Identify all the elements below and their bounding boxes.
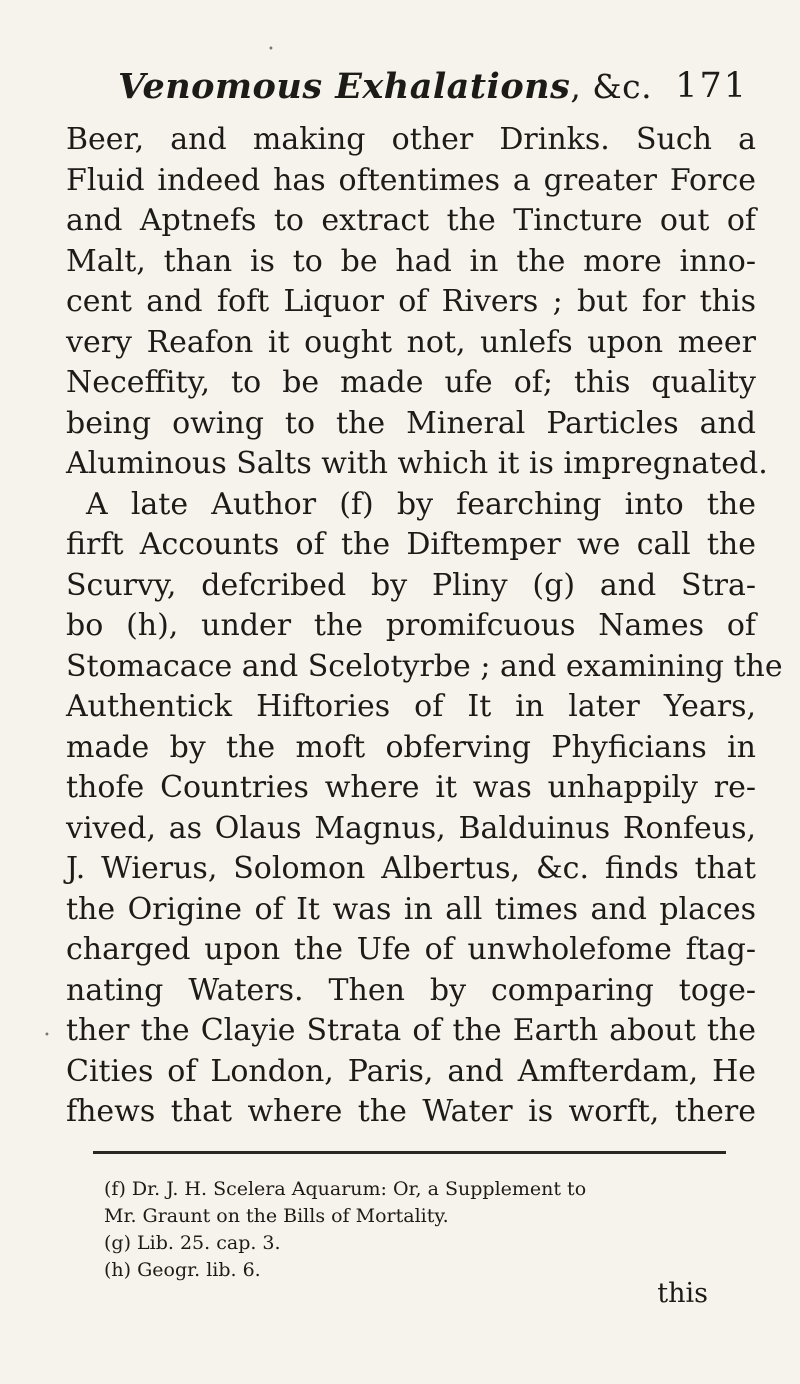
- running-title: Venomous Exhalations, &c.: [118, 66, 653, 107]
- text-line: the Origine of It was in all times and places: [66, 891, 756, 927]
- footnote-continuation: Mr. Graunt on the Bills of Mortality.: [104, 1205, 449, 1227]
- footnotes: [104, 1176, 754, 1284]
- text-line: Aluminous Salts with which it is impregnated.: [66, 446, 768, 481]
- text-line: charged upon the Ufe of unwholefome ftag-: [66, 932, 756, 967]
- text-line: being owing to the Mineral Particles and: [66, 405, 756, 441]
- text-line: nating Waters. Then by comparing toge-: [66, 972, 756, 1008]
- text-line: Beer, and making other Drinks. Such a: [66, 122, 756, 157]
- text-line: made by the moft obferving Phyficians in: [66, 729, 756, 765]
- text-line: vived, as Olaus Magnus, Balduinus Ronfeus,: [66, 810, 756, 846]
- text-line: Authentick Hiftories of It in later Years,: [66, 689, 756, 724]
- text-line: firft Accounts of the Diftemper we call the: [66, 527, 756, 562]
- text-line: ther the Clayie Strata of the Earth about the: [66, 1013, 756, 1048]
- page-header: [118, 66, 748, 116]
- page-number: 171: [675, 66, 748, 106]
- text-line: very Reafon it ought not, unlefs upon meer: [66, 324, 756, 360]
- paragraph-first-line: A late Author (f) by fearching into the: [86, 486, 756, 522]
- text-line: thofe Countries where it was unhappily re-: [66, 770, 756, 805]
- footnote: (h) Geogr. lib. 6.: [104, 1259, 261, 1281]
- paper-speck-icon: •: [44, 1030, 50, 1041]
- text-line: Fluid indeed has oftentimes a greater Force: [66, 162, 756, 198]
- text-line: Scurvy, defcribed by Pliny (g) and Stra-: [66, 567, 756, 603]
- text-line: and Aptnefs to extract the Tincture out of: [66, 203, 756, 238]
- text-line: Cities of London, Paris, and Amfterdam, He: [66, 1053, 756, 1089]
- text-line: cent and foft Liquor of Rivers ; but for this: [66, 284, 756, 319]
- text-line: Malt, than is to be had in the more inno-: [66, 243, 756, 279]
- text-line: bo (h), under the promifcuous Names of: [66, 608, 756, 643]
- catchword: this: [657, 1278, 708, 1309]
- running-title-suffix: , &c.: [570, 67, 653, 106]
- footnote-divider: [93, 1151, 726, 1154]
- text-line: Stomacace and Scelotyrbe ; and examining the: [66, 648, 783, 684]
- text-line: fhews that where the Water is worft, there: [66, 1094, 756, 1129]
- paper-speck-icon: •: [268, 44, 274, 55]
- text-line: J. Wierus, Solomon Albertus, &c. finds that: [66, 851, 756, 886]
- text-line: Neceffity, to be made ufe of; this quality: [66, 365, 756, 400]
- footnote: (f) Dr. J. H. Scelera Aquarum: Or, a Supplement to: [104, 1178, 587, 1200]
- footnote: (g) Lib. 25. cap. 3.: [104, 1232, 281, 1254]
- body-text: [66, 120, 783, 1133]
